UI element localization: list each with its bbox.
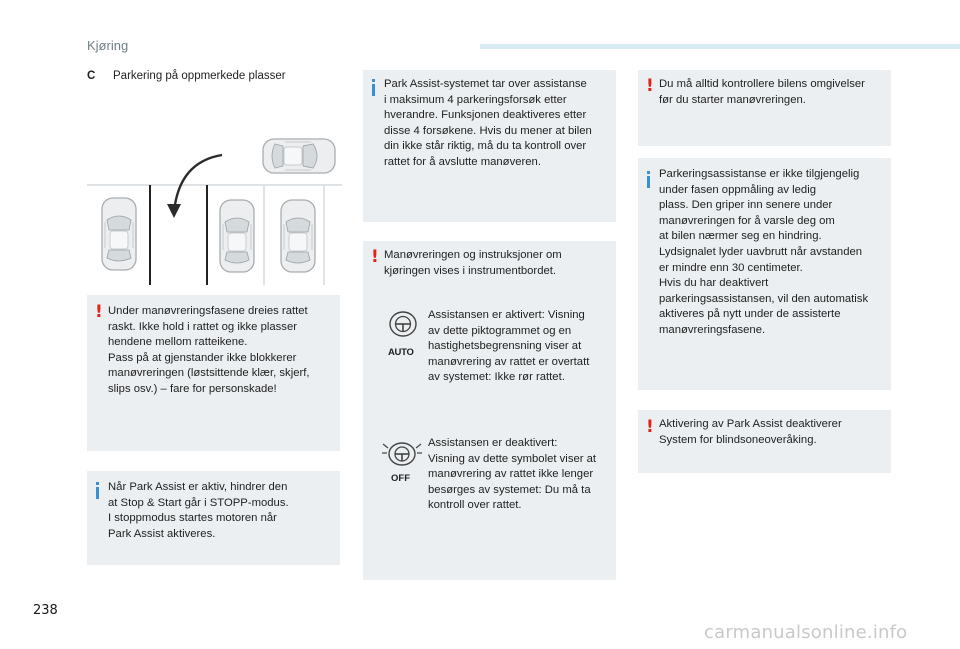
steering-wheel-icon bbox=[387, 310, 419, 344]
off-label: OFF bbox=[391, 473, 410, 484]
warning-icon: ! bbox=[371, 247, 379, 267]
warning-text: Du må alltid kontrollere bilens omgivelser før du starter manøvreringen. bbox=[659, 78, 865, 106]
info-box-sensors bbox=[638, 158, 891, 390]
warning-text: Manøvreringen og instruksjoner om kjøringen vises i instrumentbordet. bbox=[384, 249, 562, 277]
info-text: Når Park Assist er aktiv, hindrer den at Stop & Start går i STOPP-modus. I stoppmodus startes motoren når Park Assist aktiveres. bbox=[108, 481, 289, 540]
warning-icon: ! bbox=[95, 302, 103, 322]
info-text: Parkeringsassistanse er ikke tilgjengelig under fasen oppmåling av ledig plass. Den griper inn senere under manøvreringen for å varsle deg om at bilen nærmer seg en hindring. Lydsignalet lyder uavbrutt når avstanden er mindre enn 30 centimeter. Hvis du har deaktivert parkeringsassistansen, vil den automatisk aktiveres på nytt under de assisterte manøvreringsfasene. bbox=[659, 168, 869, 336]
warning-box-manoeuvre bbox=[87, 295, 340, 451]
info-icon bbox=[647, 171, 650, 188]
section-title: Parkering på oppmerkede plasser bbox=[113, 70, 286, 82]
parked-car-right bbox=[281, 200, 315, 272]
maneuvering-car bbox=[263, 139, 335, 173]
parked-car-middle bbox=[220, 200, 254, 272]
warning-icon: ! bbox=[646, 417, 654, 437]
header-bar bbox=[480, 44, 960, 49]
section-header: Kjøring bbox=[87, 38, 129, 53]
warning-box-display bbox=[363, 241, 616, 580]
info-box-stopstart bbox=[87, 471, 340, 565]
parking-illustration bbox=[87, 130, 342, 285]
off-description: Assistansen er deaktivert: Visning av dette symbolet viser at manøvrering av rattet ikke lenger besørges av systemet: Du må ta kontroll over rattet. bbox=[428, 437, 597, 512]
info-text: Park Assist-systemet tar over assistanse i maksimum 4 parkeringsforsøk etter hverandre. Funksjonen deaktiveres etter disse 4 forsøkene. Hvis du mener at bilen din ikke står riktig, må du ta kontroll over rattet for å avslutte manøveren. bbox=[384, 78, 592, 168]
section-c-heading bbox=[87, 70, 286, 82]
warning-box-blindspot bbox=[638, 410, 891, 473]
warning-icon: ! bbox=[646, 76, 654, 96]
watermark: carmanualsonline.info bbox=[704, 622, 908, 643]
steering-auto-pictogram bbox=[387, 310, 419, 356]
steering-off-pictogram bbox=[382, 441, 422, 487]
warning-text: Aktivering av Park Assist deaktiverer System for blindsoneoveråking. bbox=[659, 418, 842, 446]
steering-wheel-crossed-icon bbox=[382, 441, 422, 471]
auto-description: Assistansen er aktivert: Visning av dette piktogrammet og en hastighetsbegrensning viser at manøvrering av rattet er overtatt av systemet: Ikke rør rattet. bbox=[428, 309, 590, 384]
info-icon bbox=[372, 79, 375, 96]
page-number: 238 bbox=[33, 603, 58, 618]
warning-text: Under manøvreringsfasene dreies rattet raskt. Ikke hold i rattet og ikke plasser hendene mellom ratteikene. Pass på at gjenstander ikke blokkerer manøvreringen (løstsittende klær, skjerf, slips osv.) – fare for personskade! bbox=[108, 305, 310, 395]
info-box-attempts bbox=[363, 70, 616, 222]
parked-car-left bbox=[102, 198, 136, 270]
info-icon bbox=[96, 482, 99, 499]
auto-label: AUTO bbox=[388, 347, 414, 358]
warning-box-surroundings bbox=[638, 70, 891, 146]
section-letter: C bbox=[87, 70, 96, 82]
